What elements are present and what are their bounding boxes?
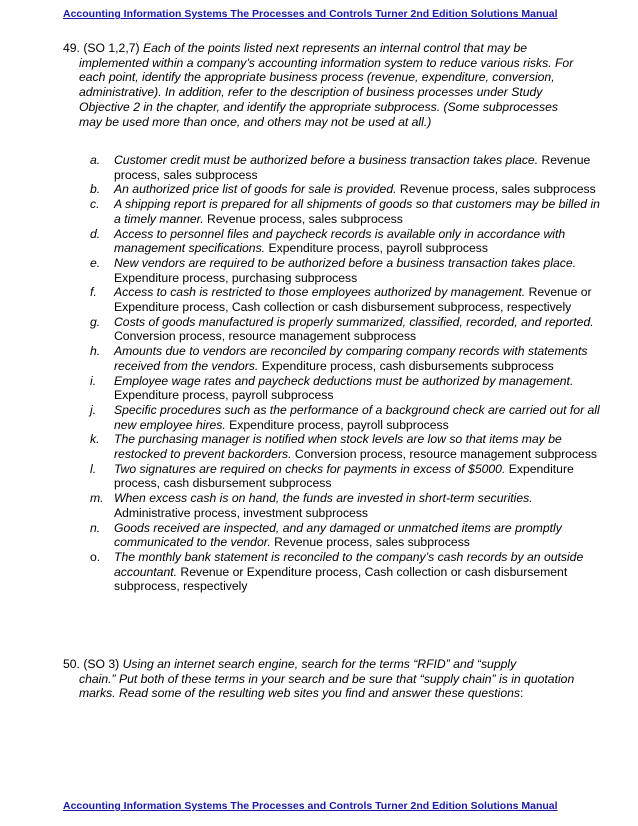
item-letter: l. bbox=[90, 461, 97, 476]
question-50-colon: : bbox=[520, 686, 524, 701]
question-49-items bbox=[90, 153, 600, 594]
item-letter: m. bbox=[90, 491, 104, 506]
item-control-text: Two signatures are required on checks for payments in excess of $5000. bbox=[114, 461, 506, 476]
answer-item bbox=[90, 550, 600, 594]
item-answer: Conversion process, resource management subprocess bbox=[294, 447, 598, 462]
question-49-first-line bbox=[63, 41, 527, 56]
item-body bbox=[114, 285, 592, 314]
item-answer: Expenditure process, payroll subprocess bbox=[229, 417, 449, 432]
item-body bbox=[114, 550, 583, 593]
item-answer: Expenditure process, purchasing subprocess bbox=[114, 270, 358, 285]
item-control-text: Employee wage rates and paycheck deductions must be authorized by management. bbox=[114, 373, 574, 388]
answer-item bbox=[90, 521, 600, 550]
item-answer: Expenditure process, cash disbursements subprocess bbox=[261, 358, 554, 373]
answer-item bbox=[90, 491, 600, 520]
item-body bbox=[114, 491, 533, 520]
item-answer: Conversion process, resource management subprocess bbox=[114, 329, 417, 344]
item-control-text: Customer credit must be authorized before a business transaction takes place. bbox=[114, 153, 539, 167]
item-body bbox=[114, 521, 562, 550]
question-50-rest: chain.” Put both of these terms in your search and be sure that “supply chain” is in quotation marks. Read some of the resulting web sites you find and answer these questions bbox=[79, 671, 575, 701]
item-answer: Revenue process, sales subprocess bbox=[399, 182, 596, 197]
item-control-text: An authorized price list of goods for sale is provided. bbox=[114, 182, 397, 197]
item-body bbox=[114, 315, 594, 344]
item-body bbox=[114, 256, 576, 285]
question-49-text: implemented within a company’s accounting information system to reduce various risks. For each point, identify the appropriate business process (revenue, expenditure, conversion, administrative). In addition, refer to the description of business processes under Study Objective 2 in the chapter, and identify the appropriate subprocess. (Some subprocesses may be used more than once, and others may not be used at all.) bbox=[79, 55, 574, 129]
item-letter: g. bbox=[90, 314, 101, 329]
item-body bbox=[114, 227, 565, 256]
answer-item bbox=[90, 197, 600, 226]
item-answer: Revenue or Expenditure process, Cash collection or cash disbursement subprocess, respectively bbox=[114, 564, 568, 594]
item-control-text: When excess cash is on hand, the funds are invested in short-term securities. bbox=[114, 491, 533, 506]
item-body bbox=[114, 374, 573, 403]
item-control-text: The monthly bank statement is reconciled to the company’s cash records by an outside accountant. bbox=[114, 549, 584, 579]
item-body bbox=[114, 153, 590, 182]
item-control-text: New vendors are required to be authorized before a business transaction takes place. bbox=[114, 255, 577, 270]
item-letter: f. bbox=[90, 285, 97, 300]
answer-item bbox=[90, 153, 600, 182]
item-answer: Revenue process, sales subprocess bbox=[207, 211, 403, 226]
item-letter: h. bbox=[90, 344, 101, 359]
item-letter: d. bbox=[90, 226, 101, 241]
item-body bbox=[114, 462, 574, 491]
answer-item bbox=[90, 227, 600, 256]
item-letter: o. bbox=[90, 549, 101, 564]
question-50-lead: Using an internet search engine, search for the terms “RFID” and “supply bbox=[122, 657, 517, 671]
item-control-text: Costs of goods manufactured is properly summarized, classified, recorded, and reported. bbox=[114, 314, 594, 329]
item-body bbox=[114, 197, 600, 226]
item-answer: Revenue process, sales subprocess bbox=[114, 153, 591, 182]
answer-item bbox=[90, 315, 600, 344]
item-control-text: Goods received are inspected, and any damaged or unmatched items are promptly communicated to the vendor. bbox=[114, 520, 562, 550]
answer-item bbox=[90, 256, 600, 285]
item-answer: Expenditure process, payroll subprocess bbox=[268, 241, 488, 256]
item-letter: i. bbox=[90, 373, 97, 388]
item-answer: Administrative process, investment subprocess bbox=[114, 505, 369, 520]
item-letter: n. bbox=[90, 520, 101, 535]
item-answer: Revenue or Expenditure process, Cash collection or cash disbursement subprocess, respectively bbox=[114, 285, 592, 315]
item-letter: c. bbox=[90, 197, 100, 212]
item-body bbox=[114, 182, 596, 196]
item-answer: Expenditure process, payroll subprocess bbox=[114, 388, 334, 403]
item-control-text: Amounts due to vendors are reconciled by comparing company records with statements received from the vendors. bbox=[114, 344, 588, 373]
item-body bbox=[114, 432, 597, 461]
answer-item bbox=[90, 182, 600, 197]
footer-link[interactable]: Accounting Information Systems The Processes and Controls Turner 2nd Edition Solutions Manual bbox=[63, 800, 558, 812]
item-letter: a. bbox=[90, 153, 101, 167]
item-letter: e. bbox=[90, 255, 101, 270]
item-body bbox=[114, 344, 588, 373]
question-50-number: 50. (SO 3) bbox=[63, 657, 123, 671]
item-control-text: Access to cash is restricted to those employees authorized by management. bbox=[114, 285, 526, 300]
answer-item bbox=[90, 462, 600, 491]
answer-item bbox=[90, 344, 600, 373]
item-answer: Revenue process, sales subprocess bbox=[274, 535, 470, 550]
question-49-lead: Each of the points listed next represents an internal control that may be bbox=[142, 41, 528, 55]
question-50-text bbox=[79, 672, 579, 701]
answer-item bbox=[90, 403, 600, 432]
item-letter: k. bbox=[90, 432, 100, 447]
item-control-text: Access to personnel files and paycheck records is available only in accordance with management specifications. bbox=[114, 226, 566, 256]
answer-item bbox=[90, 285, 600, 314]
item-answer: Expenditure process, cash disbursement subprocess bbox=[114, 461, 574, 491]
question-50-first-line bbox=[63, 657, 516, 672]
item-control-text: A shipping report is prepared for all shipments of goods so that customers may be billed in a timely manner. bbox=[114, 197, 600, 226]
item-control-text: The purchasing manager is notified when stock levels are low so that items may be restocked to prevent backorders. bbox=[114, 432, 562, 462]
item-letter: j. bbox=[90, 402, 97, 417]
item-letter: b. bbox=[90, 182, 101, 197]
item-control-text: Specific procedures such as the performance of a background check are carried out for all new employee hires. bbox=[114, 402, 600, 432]
question-49-number: 49. (SO 1,2,7) bbox=[63, 41, 143, 55]
answer-item bbox=[90, 374, 600, 403]
item-body bbox=[114, 403, 600, 432]
answer-item bbox=[90, 432, 600, 461]
header-link[interactable]: Accounting Information Systems The Processes and Controls Turner 2nd Edition Solutions Manual bbox=[63, 8, 558, 20]
